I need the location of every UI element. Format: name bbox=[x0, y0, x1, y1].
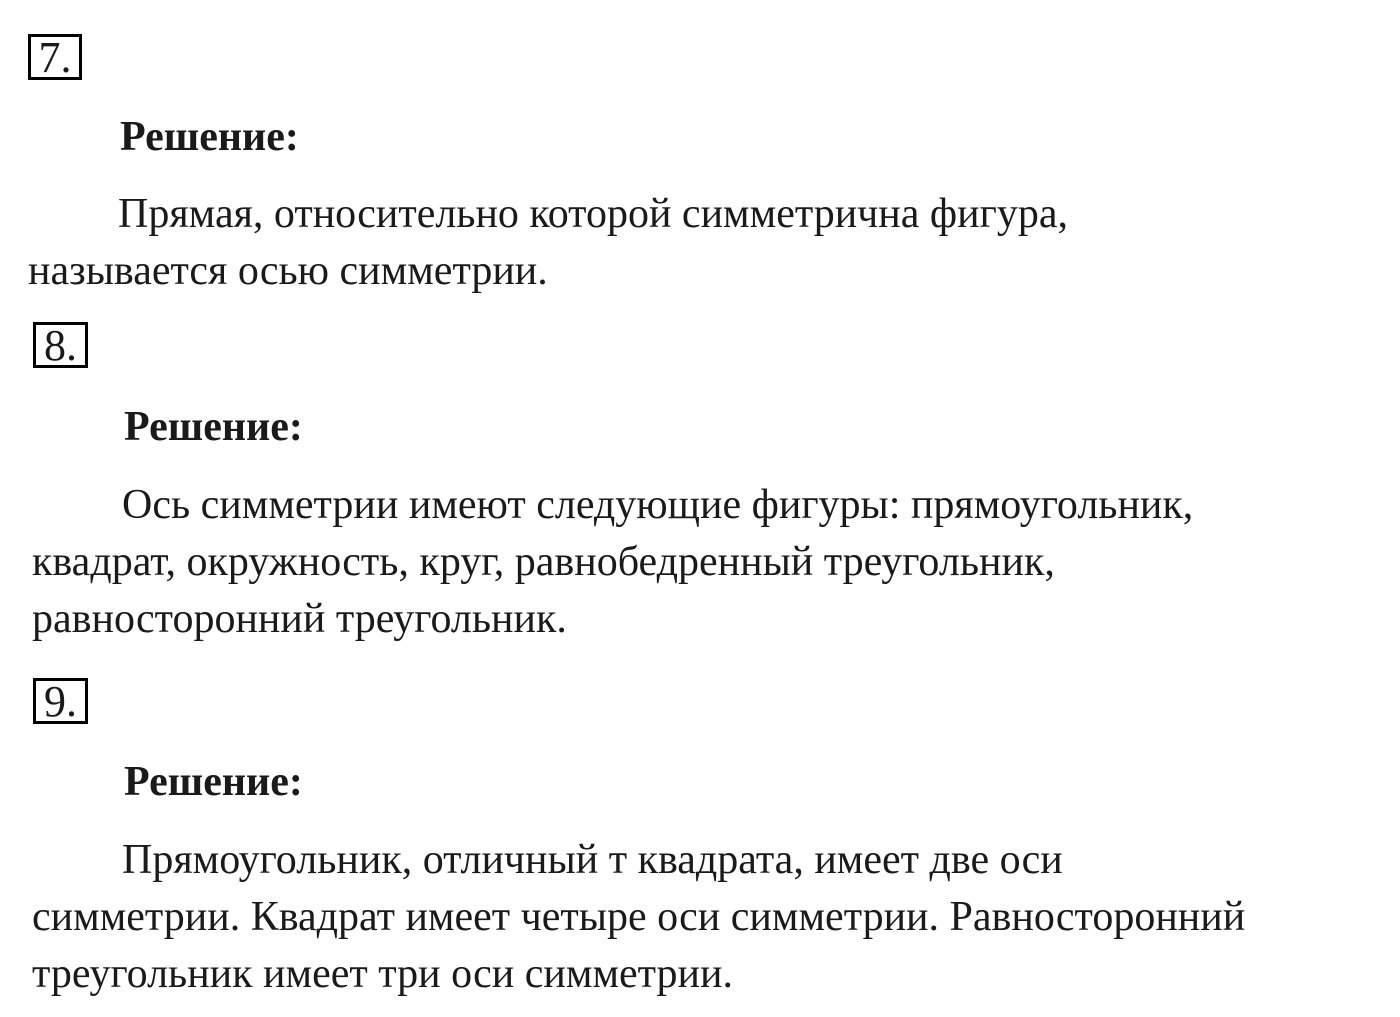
task-number-box-7 bbox=[28, 34, 82, 80]
solution-text bbox=[32, 832, 1245, 1003]
solution-heading: Решение: bbox=[124, 404, 303, 450]
text-line: квадрат, окружность, круг, равнобедренный треугольник, bbox=[32, 539, 1055, 585]
text-line: симметрии. Квадрат имеет четыре оси симметрии. Равносторонний bbox=[32, 894, 1246, 940]
text-line: Ось симметрии имеют следующие фигуры: прямоугольник, bbox=[122, 482, 1194, 528]
solution-text bbox=[32, 477, 1193, 648]
text-line: называется осью симметрии. bbox=[28, 248, 548, 294]
solution-heading: Решение: bbox=[120, 114, 299, 160]
task-number: 8. bbox=[44, 321, 77, 370]
task-number: 9. bbox=[44, 677, 77, 726]
text-line: Прямая, относительно которой симметрична фигура, bbox=[118, 191, 1068, 237]
text-line: Прямоугольник, отличный т квадрата, имеет две оси bbox=[122, 837, 1063, 883]
task-number-box-8 bbox=[33, 322, 88, 368]
solution-heading: Решение: bbox=[124, 759, 303, 805]
text-line: треугольник имеет три оси симметрии. bbox=[32, 951, 733, 997]
task-number-box-9 bbox=[33, 678, 88, 724]
text-line: равносторонний треугольник. bbox=[32, 596, 567, 642]
task-number: 7. bbox=[38, 33, 72, 82]
solution-text bbox=[28, 186, 1068, 300]
